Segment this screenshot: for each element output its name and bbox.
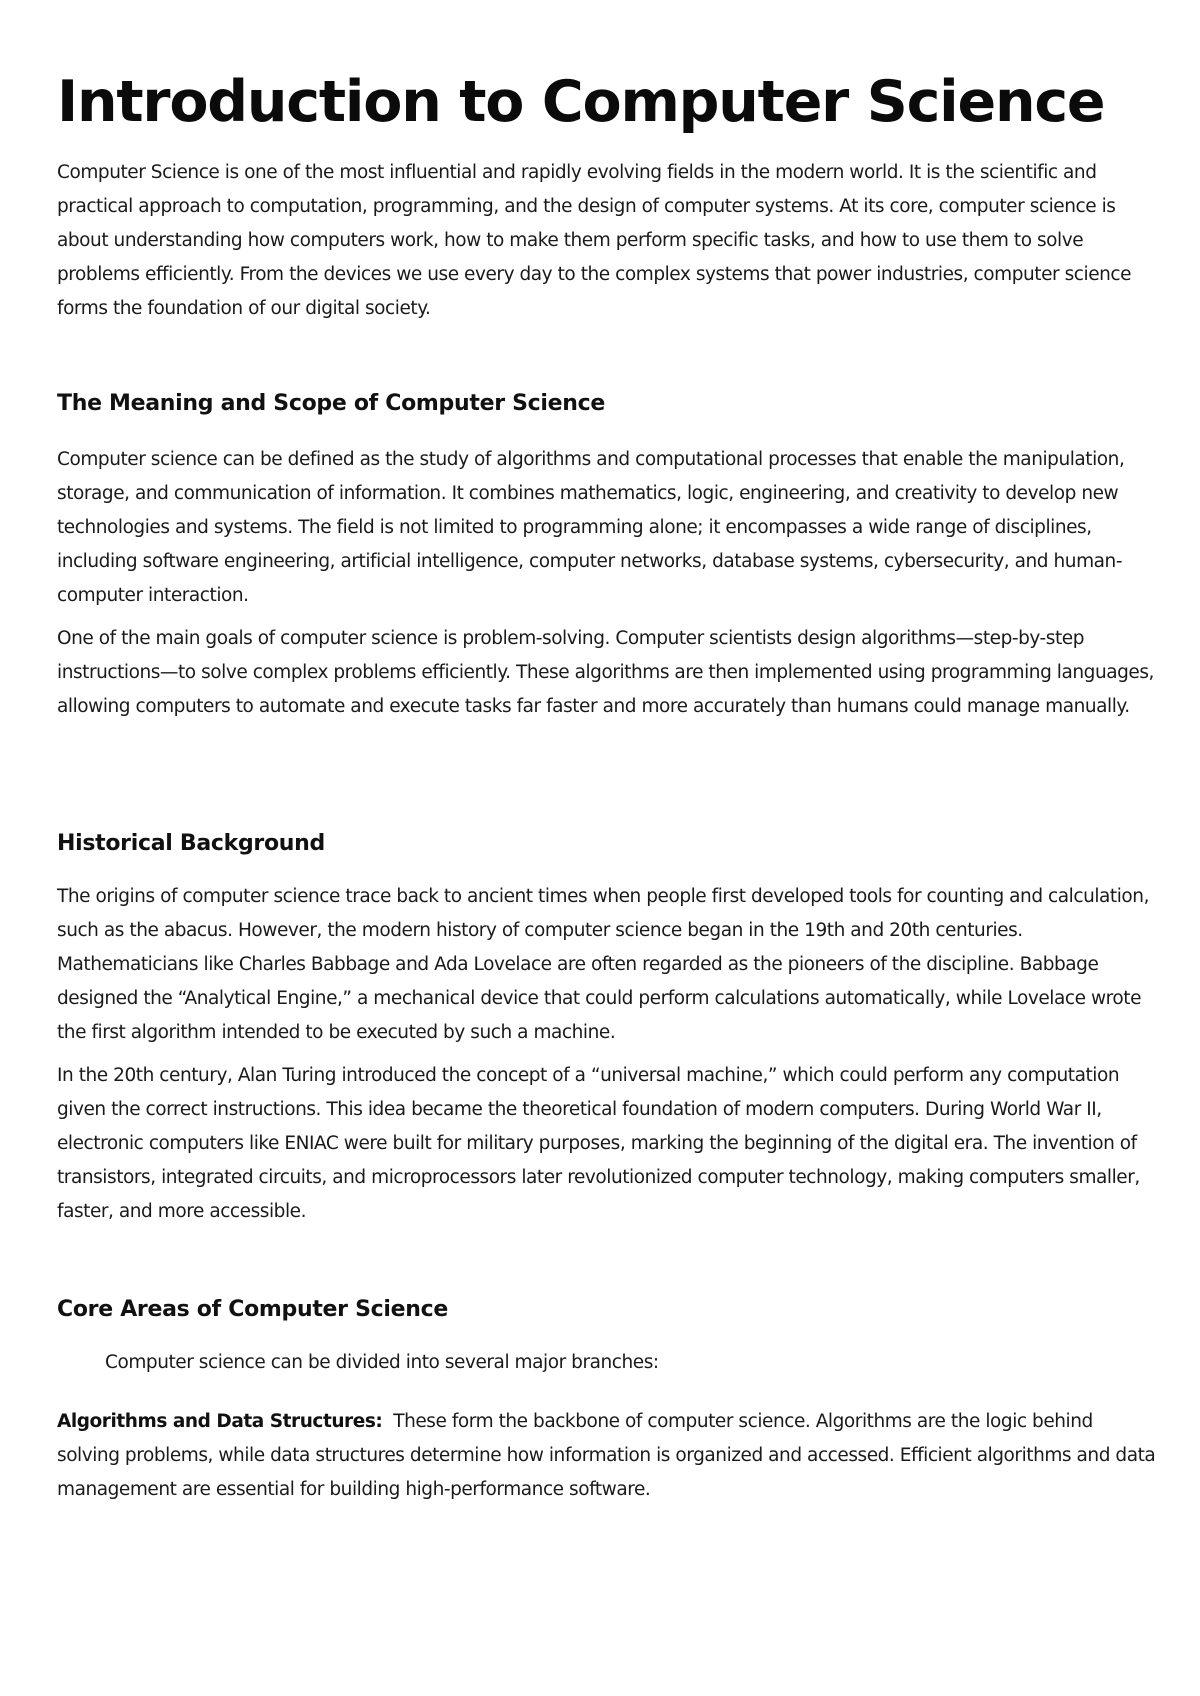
- section-intro-line: Computer science can be divided into several major branches:: [105, 1352, 659, 1373]
- section-paragraph: Computer science can be defined as the study of algorithms and computational processes that enable the manipulation, storage, and communication of information. It combines mathematics, logic, engineering, and creativity to develop new technologies and systems. The field is not limited to programming alone; it encompasses a wide range of disciplines, including software engineering, artificial intelligence, computer networks, database systems, cybersecurity, and human-computer interaction.: [57, 449, 1125, 606]
- section-heading-core-areas: Core Areas of Computer Science: [57, 1297, 448, 1322]
- definition-text: These form the backbone of computer science. Algorithms are the logic behind solving problems, while data structures determine how information is organized and accessed. Efficient algorithms and data management are essential for building high-performance software.: [57, 1411, 1156, 1500]
- section-heading-historical-background: Historical Background: [57, 831, 325, 856]
- section-heading-meaning-scope: The Meaning and Scope of Computer Science: [57, 391, 605, 416]
- definition-term: Algorithms and Data Structures:: [57, 1411, 383, 1432]
- document-title: Introduction to Computer Science: [57, 69, 1105, 135]
- section-paragraph: The origins of computer science trace back to ancient times when people first developed tools for counting and calculation, such as the abacus. However, the modern history of computer science began in the 19th and 20th centuries. Mathematicians like Charles Babbage and Ada Lovelace are often regarded as the pioneers of the discipline. Babbage designed the “Analytical Engine,” a mechanical device that could perform calculations automatically, while Lovelace wrote the first algorithm intended to be executed by such a machine.: [57, 886, 1149, 1043]
- section-paragraph: In the 20th century, Alan Turing introduced the concept of a “universal machine,” which could perform any computation given the correct instructions. This idea became the theoretical foundation of modern computers. During World War II, electronic computers like ENIAC were built for military purposes, marking the beginning of the digital era. The invention of transistors, integrated circuits, and microprocessors later revolutionized computer technology, making computers smaller, faster, and more accessible.: [57, 1065, 1140, 1222]
- intro-paragraph: Computer Science is one of the most influential and rapidly evolving fields in the modern world. It is the scientific and practical approach to computation, programming, and the design of computer systems. At its core, computer science is about understanding how computers work, how to make them perform specific tasks, and how to use them to solve problems efficiently. From the devices we use every day to the complex systems that power industries, computer science forms the foundation of our digital society.: [57, 162, 1132, 319]
- definition-item: [57, 1405, 1157, 1507]
- section-paragraph: One of the main goals of computer science is problem-solving. Computer scientists design algorithms—step-by-step instructions—to solve complex problems efficiently. These algorithms are then implemented using programming languages, allowing computers to automate and execute tasks far faster and more accurately than humans could manage manually.: [57, 628, 1154, 717]
